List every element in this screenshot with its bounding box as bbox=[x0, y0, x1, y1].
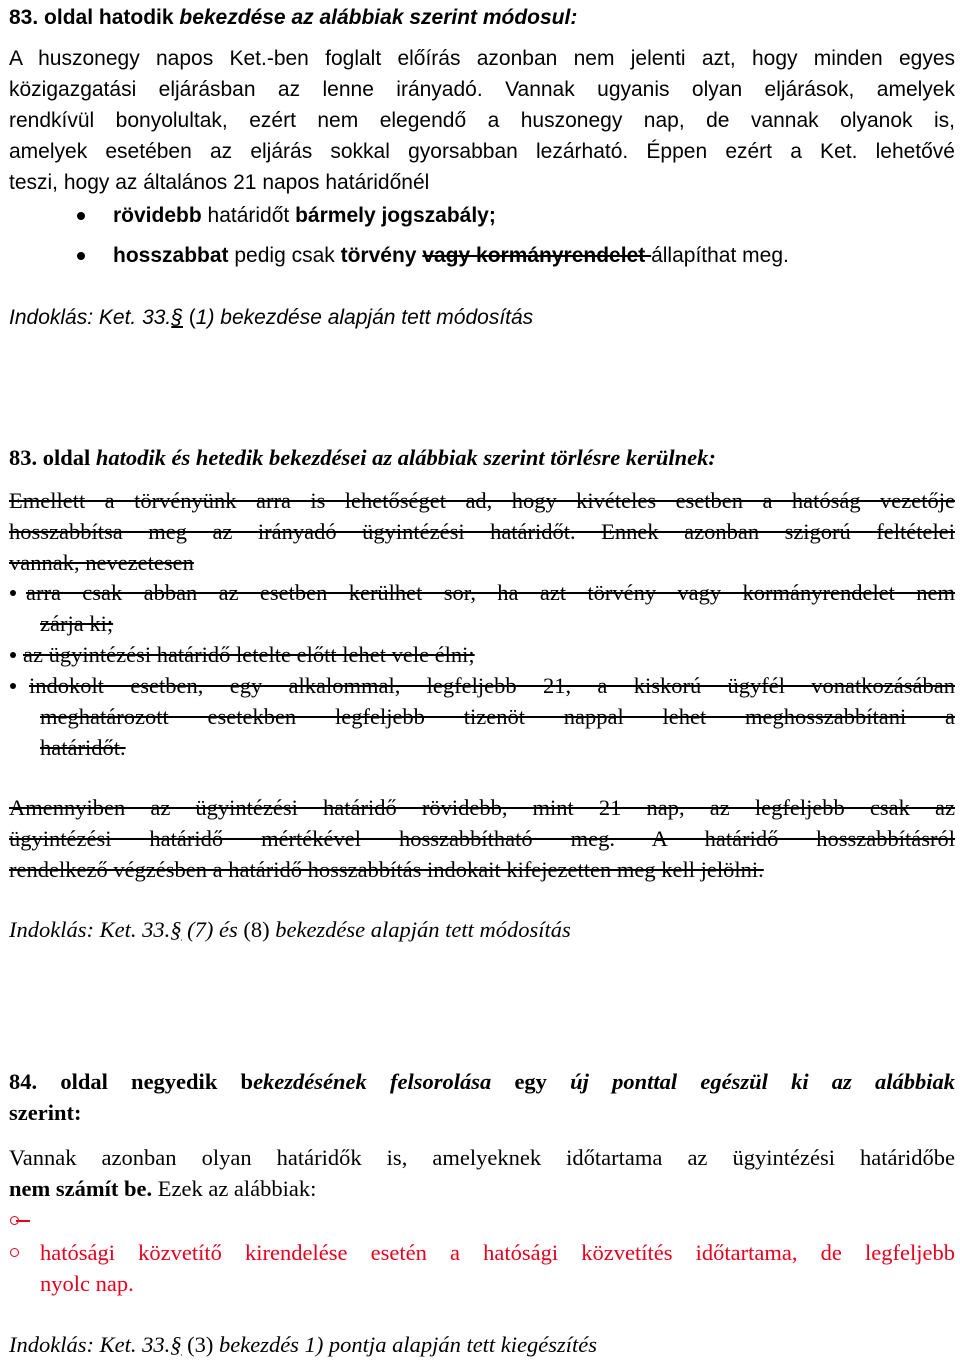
bullet-dot-icon bbox=[10, 683, 16, 689]
deleted-line: ügyintézési határidő mértékével hosszabbítható meg. A határidő hosszabbításról bbox=[9, 826, 955, 851]
deleted-paragraph-2 bbox=[9, 792, 955, 885]
bullet-dot-icon bbox=[77, 252, 85, 260]
deleted-item: indokolt esetben, egy alkalommal, legfeljebb 21, a kiskorú ügyfél vonatkozásában bbox=[29, 673, 955, 698]
bullet-item-shorter: rövidebb határidőt bármely jogszabály; bbox=[113, 204, 496, 227]
bullet-dot-icon bbox=[10, 590, 16, 596]
deleted-line: Amennyiben az ügyintézési határidő rövidebb, mint 21 nap, az legfeljebb csak az bbox=[9, 795, 955, 820]
deleted-item-cont: meghatározott esetekben legfeljebb tizenöt nappal lehet meghosszabbítani a határidőt. bbox=[40, 704, 955, 760]
modified-paragraph bbox=[9, 43, 955, 198]
para-line: nem számít be. Ezek az alábbiak: bbox=[9, 1176, 317, 1201]
justification-line: Indoklás: Ket. 33.§ (1) bekezdése alapján tett módosítás bbox=[9, 306, 534, 329]
bullet-item-longer: hosszabbat pedig csak törvény vagy kormányrendelet állapíthat meg. bbox=[113, 244, 789, 267]
para-line: közigazgatási eljárásban az lenne irányadó. Vannak ugyanis olyan eljárások, amelyek bbox=[9, 78, 955, 101]
section-84-add: 84. oldal negyedik bekezdésének felsorolása egy új ponttal egészül ki az alábbiak szerint: bbox=[9, 1066, 955, 1128]
justification-line: Indoklás: Ket. 33.§ (7) és (8) bekezdése alapján tett módosítás bbox=[9, 917, 571, 942]
red-bullet-icon bbox=[10, 1248, 19, 1257]
deleted-line: Emellett a törvényünk arra is lehetőséget ad, hogy kivételes esetben a hatóság vezetője bbox=[9, 488, 955, 513]
deleted-item-cont: zárja ki; bbox=[40, 611, 114, 636]
para-line: teszi, hogy az általános 21 napos határidőnél bbox=[9, 171, 430, 194]
section-83-delete bbox=[9, 442, 955, 473]
section-heading: 84. oldal negyedik bekezdésének felsorolása egy új ponttal egészül ki az alábbiak bbox=[9, 1069, 955, 1094]
bullet-dot-icon bbox=[77, 212, 85, 220]
section-heading: 83. oldal hatodik bekezdése az alábbiak szerint módosul: bbox=[9, 6, 578, 29]
para-line: rendkívül bonyolultak, ezért nem elegendő a huszonegy nap, de vannak olyanok is, bbox=[9, 109, 955, 132]
deleted-text: vagy kormányrendelet bbox=[422, 244, 652, 267]
section-sign: § bbox=[171, 306, 183, 329]
bullet-dot-icon bbox=[10, 652, 16, 658]
section-83-modify bbox=[9, 2, 955, 33]
deleted-line: rendelkező végzésben a határidő hosszabbítás indokait kifejezetten meg kell jelölni. bbox=[9, 857, 764, 882]
para-line: Vannak azonban olyan határidők is, amelyeknek időtartama az ügyintézési határidőbe bbox=[9, 1145, 955, 1170]
para-line: A huszonegy napos Ket.-ben foglalt előírás azonban nem jelenti azt, hogy minden egyes bbox=[9, 47, 955, 70]
justification-line: Indoklás: Ket. 33.§ (3) bekezdés 1) pontja alapján tett kiegészítés bbox=[9, 1332, 598, 1357]
para-line: amelyek esetében az eljárás sokkal gyorsabban lezárható. Éppen ezért a Ket. lehetővé bbox=[9, 140, 955, 163]
section-sign: § bbox=[170, 917, 182, 942]
deleted-item: az ügyintézési határidő letelte előtt lehet vele élni; bbox=[23, 642, 475, 667]
section-sign: § bbox=[170, 1332, 182, 1357]
deleted-line: hosszabbítsa meg az irányadó ügyintézési határidőt. Ennek azonban szigorú feltételei bbox=[9, 519, 955, 544]
deleted-paragraph bbox=[9, 485, 955, 578]
deleted-line: vannak, nevezetesen bbox=[9, 550, 194, 575]
red-dash-icon bbox=[16, 1220, 30, 1222]
added-item: hatósági közvetítő kirendelése esetén a hatósági közvetítés időtartama, de legfeljebb nyolc nap. bbox=[40, 1240, 955, 1296]
deleted-item: arra csak abban az esetben kerülhet sor, ha azt törvény vagy kormányrendelet nem bbox=[26, 580, 955, 605]
added-paragraph bbox=[9, 1142, 955, 1204]
section-heading: 83. oldal hatodik és hetedik bekezdései az alábbiak szerint törlésre kerülnek: bbox=[9, 445, 716, 470]
